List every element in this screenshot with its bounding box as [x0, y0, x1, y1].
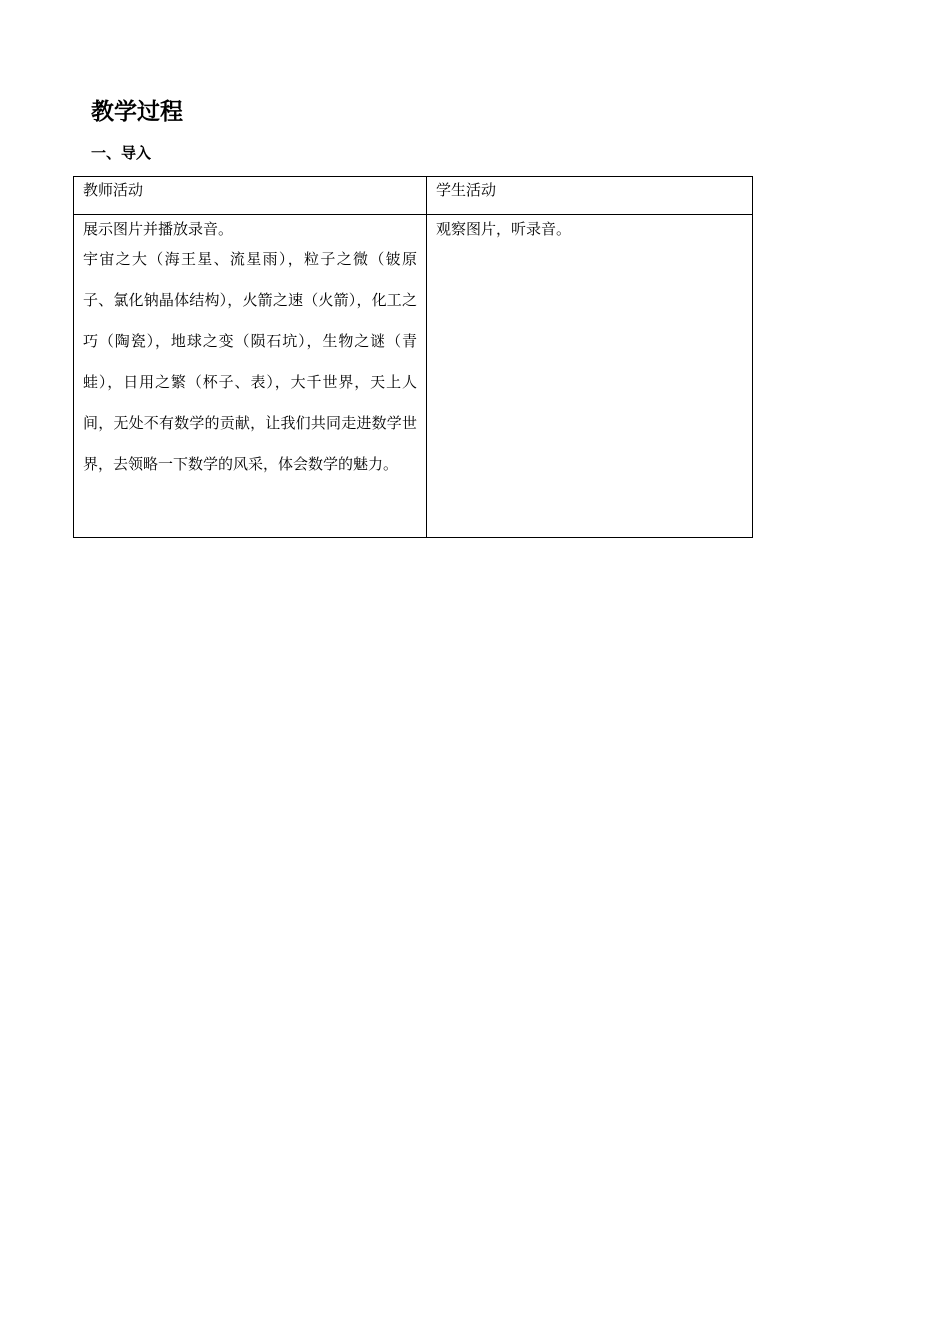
- header-teacher-activity: 教师活动: [74, 177, 427, 215]
- student-activity-text: 观察图片，听录音。: [436, 220, 572, 238]
- teacher-activity-lead: 展示图片并播放录音。: [83, 220, 234, 238]
- table-header-row: [74, 177, 753, 215]
- teacher-activity-text: 宇宙之大（海王星、流星雨），粒子之微（铍原子、氯化钠晶体结构），火箭之速（火箭），化工之巧（陶瓷），地球之变（陨石坑），生物之谜（青蛙），日用之繁（杯子、表），大千世界，天上人间，无处不有数学的贡献，让我们共同走进数学世界，去领略一下数学的风采，体会数学的魅力。: [83, 250, 417, 473]
- teacher-activity-cell: [74, 215, 427, 538]
- table-row: [74, 215, 753, 538]
- student-activity-cell: [427, 215, 753, 538]
- activity-table: [73, 176, 753, 538]
- header-student-activity: 学生活动: [427, 177, 753, 215]
- page-title: 教学过程: [91, 99, 183, 125]
- section-heading: 一、导入: [91, 144, 152, 162]
